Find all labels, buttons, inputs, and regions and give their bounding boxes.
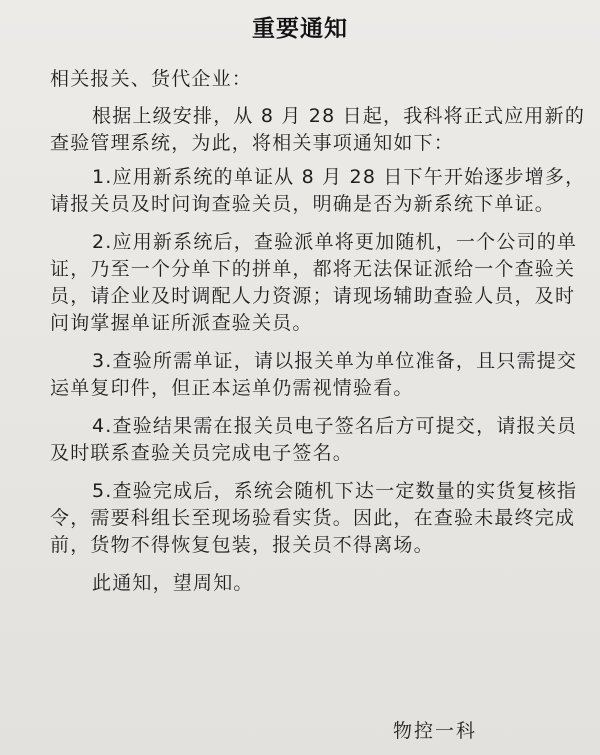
text-line: 证，乃至一个分单下的拼单，都将无法保证派给一个查验关 <box>50 258 576 280</box>
text-line: 1.应用新系统的单证从 8 月 28 日下午开始逐步增多， <box>92 166 586 188</box>
item-5 <box>50 478 578 559</box>
text-line: 3.查验所需单证，请以报关单为单位准备，且只需提交 <box>92 350 578 372</box>
notice-title: 重要通知 <box>252 16 348 42</box>
salutation: 相关报关、货代企业： <box>50 68 253 90</box>
text-line: 员，请企业及时调配人力资源；请现场辅助查验人员，及时 <box>50 285 576 307</box>
text-line: 令，需要科组长至现场验看实货。因此，在查验未最终完成 <box>50 507 576 529</box>
notice-body <box>50 66 586 597</box>
text-line: 2.应用新系统后，查验派单将更加随机，一个公司的单 <box>92 231 578 253</box>
item-4 <box>50 413 578 467</box>
text-line: 请报关员及时问询查验关员，明确是否为新系统下单证。 <box>50 193 556 215</box>
text-line: 根据上级安排，从 8 月 28 日起，我科将正式应用新的 <box>92 105 586 127</box>
item-3 <box>50 348 578 402</box>
text-line: 4.查验结果需在报关员电子签名后方可提交，请报关员 <box>92 415 578 437</box>
intro-paragraph <box>50 103 586 157</box>
signature: 物控一科 <box>393 720 478 742</box>
text-line: 问询掌握单证所派查验关员。 <box>50 312 313 334</box>
item-2 <box>50 229 578 337</box>
text-line: 前，货物不得恢复包装，报关员不得离场。 <box>50 534 434 556</box>
text-line: 及时联系查验关员完成电子签名。 <box>50 442 354 464</box>
closing-line: 此通知，望周知。 <box>92 572 254 594</box>
text-line: 5.查验完成后，系统会随机下达一定数量的实货复核指 <box>92 480 578 502</box>
text-line: 运单复印件，但正本运单仍需视情验看。 <box>50 377 414 399</box>
text-line: 查验管理系统，为此，将相关事项通知如下： <box>50 132 455 154</box>
item-1 <box>50 164 586 218</box>
